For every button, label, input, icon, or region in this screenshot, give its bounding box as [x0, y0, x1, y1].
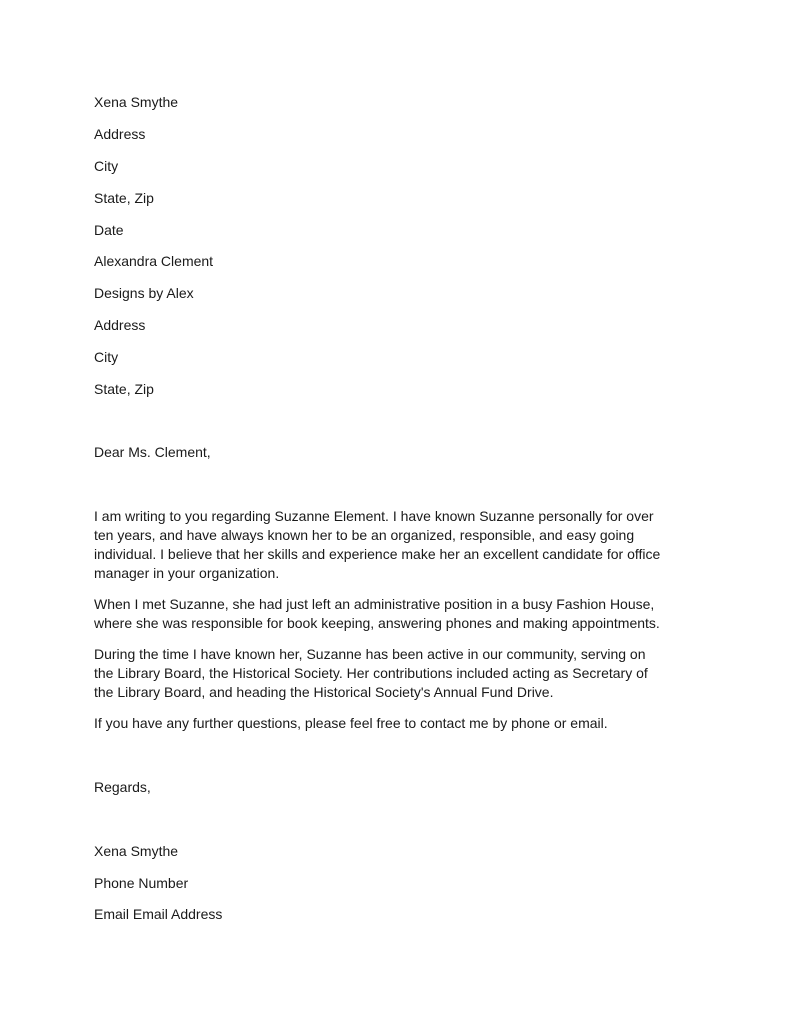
- body-line: During the time I have known her, Suzanne has been active in our community, serving on: [94, 646, 646, 662]
- closing: Regards,: [94, 779, 151, 795]
- body-line: When I met Suzanne, she had just left an administrative position in a busy Fashion House,: [94, 596, 655, 612]
- recipient-company: Designs by Alex: [94, 285, 194, 301]
- body-line: the Library Board, and heading the Historical Society's Annual Fund Drive.: [94, 684, 554, 700]
- sender-state-zip: State, Zip: [94, 190, 154, 206]
- sender-address: Address: [94, 126, 146, 142]
- sender-name: Xena Smythe: [94, 94, 179, 110]
- body-line: individual. I believe that her skills and experience make her an excellent candidate for office: [94, 546, 661, 562]
- salutation: Dear Ms. Clement,: [94, 444, 211, 460]
- body-line: where she was responsible for book keeping, answering phones and making appointments.: [94, 615, 660, 631]
- signature-email: Email Email Address: [94, 906, 223, 922]
- signature-name: Xena Smythe: [94, 843, 179, 859]
- body-paragraph-2: [94, 595, 694, 633]
- recipient-address: Address: [94, 317, 146, 333]
- letter-date: Date: [94, 222, 124, 238]
- body-line: the Library Board, the Historical Society. Her contributions included acting as Secretary of: [94, 665, 648, 681]
- recipient-city: City: [94, 349, 119, 365]
- body-line: manager in your organization.: [94, 565, 280, 581]
- signature-phone: Phone Number: [94, 875, 189, 891]
- recipient-state-zip: State, Zip: [94, 381, 154, 397]
- recipient-name: Alexandra Clement: [94, 253, 214, 269]
- body-paragraph-1: [94, 507, 694, 583]
- body-line: I am writing to you regarding Suzanne Element. I have known Suzanne personally for over: [94, 508, 654, 524]
- sender-city: City: [94, 158, 119, 174]
- body-paragraph-3: [94, 645, 694, 702]
- body-paragraph-4: [94, 714, 694, 733]
- body-line: ten years, and have always known her to be an organized, responsible, and easy going: [94, 527, 635, 543]
- body-line: If you have any further questions, please feel free to contact me by phone or email.: [94, 715, 608, 731]
